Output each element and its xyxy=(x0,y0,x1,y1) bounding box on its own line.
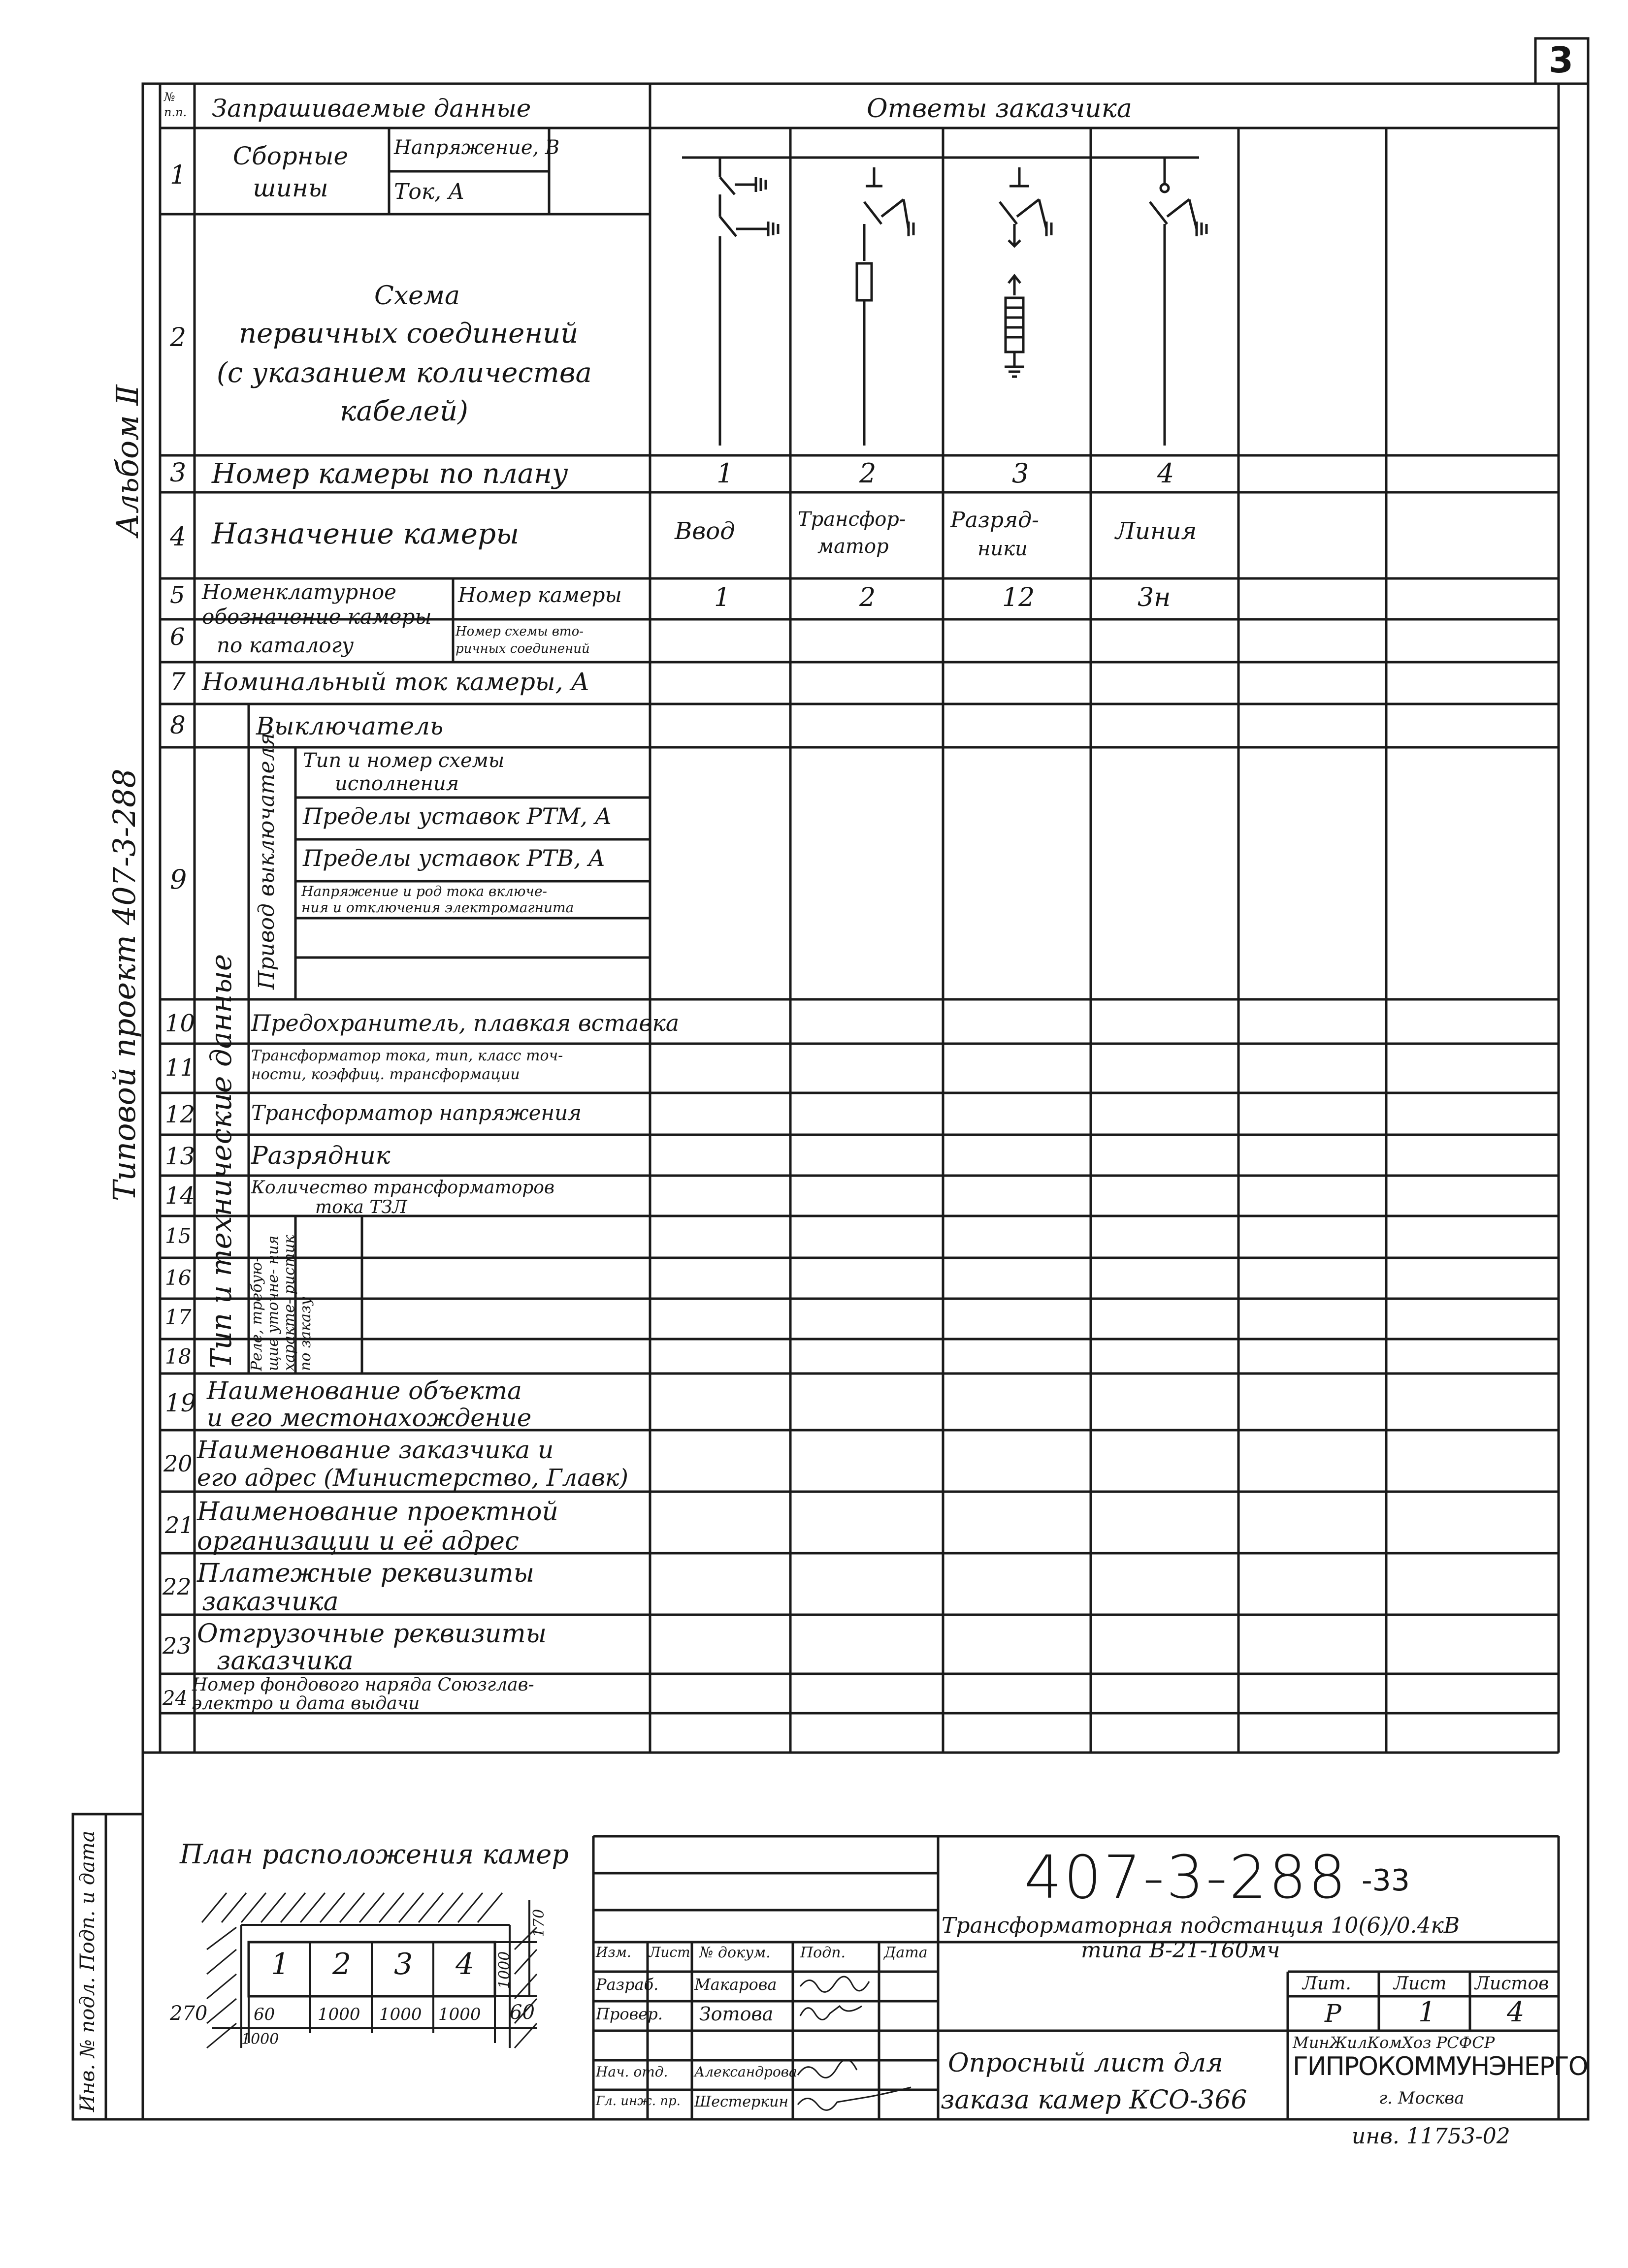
purpose-value: Линия xyxy=(1115,517,1197,545)
row-num: 21 xyxy=(165,1512,194,1538)
row-num: 4 xyxy=(170,522,187,552)
cell-number-label: Номер камеры по плану xyxy=(212,458,568,490)
cell-code-value: 1 xyxy=(714,583,731,612)
org-name: ГИПРОКОММУНЭНЕРГО xyxy=(1293,2052,1588,2081)
document-code: 407-3-288 xyxy=(1024,1844,1348,1912)
rtv-label: Пределы уставок РТВ, А xyxy=(303,845,606,871)
signature-shesterkin xyxy=(798,2087,911,2110)
purpose-value: Разряд- xyxy=(950,508,1039,533)
row-num: 3 xyxy=(170,458,187,488)
row-num: 15 xyxy=(165,1224,192,1248)
plan-cell: 1 xyxy=(271,1947,290,1981)
tb-name: Александрова xyxy=(694,2064,797,2080)
tb-col-header: Подп. xyxy=(800,1944,846,1961)
cell-code-label: Номер камеры xyxy=(458,583,622,607)
tb-col-header: Изм. xyxy=(596,1944,631,1960)
scheme-line1: Схема xyxy=(374,281,460,311)
cell-code-value: 12 xyxy=(1002,583,1035,612)
left-stamp-label: Инв. № подл. Подп. и дата xyxy=(76,1830,99,2112)
plan-cell: 3 xyxy=(394,1947,413,1981)
plan-dim: 60 xyxy=(510,2001,535,2024)
sheet-number: 3 xyxy=(1549,39,1574,81)
coil-voltage-label-1: Напряжение и род тока включе- xyxy=(301,883,547,899)
tb-role: Гл. инж. пр. xyxy=(596,2094,681,2108)
breaker-label: Выключатель xyxy=(256,712,444,740)
tb-col-header: Лист xyxy=(649,1944,690,1960)
nomenclature-label-2: обозначение камеры xyxy=(202,605,432,629)
payment-label-1: Платежные реквизиты xyxy=(197,1559,534,1588)
org-ministry: МинЖилКомХоз РСФСР xyxy=(1293,2033,1495,2052)
row-num: 20 xyxy=(163,1450,193,1477)
object-label-2: и его местонахождение xyxy=(207,1404,532,1432)
row-num: 19 xyxy=(165,1389,196,1417)
document-code-suffix: -33 xyxy=(1362,1863,1410,1898)
row-num: 23 xyxy=(163,1632,192,1659)
listov-value: 4 xyxy=(1507,1996,1525,2028)
tb-name: Шестеркин xyxy=(694,2093,789,2110)
row-num: 2 xyxy=(170,323,187,352)
plan-cell: 4 xyxy=(456,1947,475,1981)
project-label: Типовой проект 407-3-288 xyxy=(106,768,142,1201)
cell-number-value: 4 xyxy=(1157,458,1174,489)
tzl-label-2: тока ТЗЛ xyxy=(315,1197,407,1217)
row-num: 7 xyxy=(170,668,186,696)
cell-number-value: 1 xyxy=(716,458,734,489)
doc-name-1: Опросный лист для xyxy=(948,2048,1223,2078)
tb-col-header: Дата xyxy=(884,1944,928,1961)
row-num: 22 xyxy=(163,1573,192,1600)
org-city: г. Москва xyxy=(1379,2088,1465,2108)
plan-dim: 60 xyxy=(254,2005,275,2024)
row-num: 12 xyxy=(165,1101,195,1128)
tb-role: Нач. отд. xyxy=(596,2064,668,2080)
plan-dim: 1000 xyxy=(496,1951,513,1989)
plan-dim: 170 xyxy=(530,1909,548,1937)
requested-header: Запрашиваемые данные xyxy=(212,94,531,123)
payment-label-2: заказчика xyxy=(202,1587,339,1617)
customer-label-1: Наименование заказчика и xyxy=(197,1436,554,1464)
fund-order-label-1: Номер фондового наряда Союзглав- xyxy=(192,1675,534,1695)
row-num: 13 xyxy=(165,1143,195,1170)
row-num: 5 xyxy=(170,581,185,609)
drive-type-label-1: Тип и номер схемы xyxy=(303,749,505,772)
row-num: 17 xyxy=(165,1305,192,1329)
plan-dim: 1000 xyxy=(241,2031,279,2048)
design-org-label-2: организации и её адрес xyxy=(197,1527,520,1556)
coil-voltage-label-2: ния и отключения электромагнита xyxy=(301,899,574,916)
signature-zotova xyxy=(800,2006,862,2020)
purpose-value-2: ники xyxy=(977,538,1028,560)
row-num: 18 xyxy=(165,1344,192,1369)
scheme-line3: (с указанием количества xyxy=(217,357,592,389)
plan-dim: 1000 xyxy=(379,2005,422,2024)
fund-order-label-2: электро и дата выдачи xyxy=(192,1693,420,1714)
scheme-line4: кабелей) xyxy=(340,395,468,427)
tb-name: Зотова xyxy=(699,2003,774,2025)
ct-label-1: Трансформатор тока, тип, класс точ- xyxy=(251,1047,563,1064)
purpose-value-2: матор xyxy=(817,535,889,558)
project-title-2: типа В-21-160мч xyxy=(1081,1938,1280,1963)
vt-label: Трансформатор напряжения xyxy=(251,1101,582,1125)
cell-number-value: 3 xyxy=(1012,458,1029,489)
busbar-label: Сборные шины xyxy=(232,142,349,202)
project-title-1: Трансформаторная подстанция 10(6)/0.4кВ xyxy=(942,1913,1460,1938)
plan-cell: 2 xyxy=(332,1947,352,1981)
drive-group-label: Привод выключателя xyxy=(254,733,279,990)
purpose-value: Трансфор- xyxy=(798,508,906,531)
row-num: 9 xyxy=(170,864,187,895)
lit-header: Лит. xyxy=(1302,1974,1351,1994)
lit-value: Р xyxy=(1325,1999,1341,2028)
tb-role: Разраб. xyxy=(596,1975,659,1994)
row-num: 1 xyxy=(170,160,187,190)
row-num: 11 xyxy=(165,1054,195,1082)
listov-header: Листов xyxy=(1475,1974,1549,1994)
object-label-1: Наименование объекта xyxy=(207,1376,522,1405)
row-num: 6 xyxy=(170,623,185,651)
tzl-label-1: Количество трансформаторов xyxy=(251,1178,554,1198)
purpose-value: Ввод xyxy=(675,517,735,545)
secondary-scheme-label-2: ричных соединений xyxy=(456,641,590,656)
plan-dim: 1000 xyxy=(318,2005,360,2024)
relay-group-label: Реле, требую- щие уточне- ния характе- ристик по заказу xyxy=(248,1235,314,1371)
cell-number-value: 2 xyxy=(859,458,877,489)
voltage-label: Напряжение, В xyxy=(394,136,560,159)
doc-name-2: заказа камер КСО-366 xyxy=(941,2085,1247,2115)
list-value: 1 xyxy=(1418,1996,1436,2028)
signature-makarova xyxy=(800,1977,869,1992)
inventory-number: инв. 11753-02 xyxy=(1352,2124,1510,2149)
rtm-label: Пределы уставок РТМ, А xyxy=(303,803,612,830)
plan-dim: 1000 xyxy=(438,2005,481,2024)
scheme-line2: первичных соединений xyxy=(239,318,579,350)
row-num: 10 xyxy=(165,1010,195,1037)
plan-dim: 270 xyxy=(170,2002,208,2025)
row-num: 16 xyxy=(165,1266,192,1290)
plan-title: План расположения камер xyxy=(180,1839,569,1870)
tb-role: Провер. xyxy=(596,2005,663,2023)
rated-current-label: Номинальный ток камеры, А xyxy=(202,668,590,696)
secondary-scheme-label-1: Номер схемы вто- xyxy=(456,624,584,639)
customer-label-2: его адрес (Министерство, Главк) xyxy=(197,1464,629,1492)
design-org-label-1: Наименование проектной xyxy=(197,1497,558,1527)
nomenclature-label-3: по каталогу xyxy=(217,633,354,657)
row-num: 8 xyxy=(170,711,186,739)
type-tech-group-label: Тип и технические данные xyxy=(204,954,238,1369)
cell-purpose-label: Назначение камеры xyxy=(212,517,520,550)
current-label: Ток, А xyxy=(394,179,465,204)
tb-name: Макарова xyxy=(694,1975,777,1994)
row-num: 14 xyxy=(165,1182,195,1210)
album-label: Альбом Ⅱ xyxy=(109,384,145,537)
list-header: Лист xyxy=(1394,1974,1447,1994)
answers-header: Ответы заказчика xyxy=(867,94,1132,124)
tb-col-header: № докум. xyxy=(699,1944,771,1961)
ct-label-2: ности, коэффиц. трансформации xyxy=(251,1066,520,1083)
drive-type-label-2: исполнения xyxy=(335,772,459,795)
arrester-label: Разрядник xyxy=(251,1141,391,1170)
fuse-label: Предохранитель, плавкая вставка xyxy=(251,1010,680,1036)
shipping-label-2: заказчика xyxy=(217,1646,354,1676)
row-num: 24 xyxy=(163,1687,188,1710)
shipping-label-1: Отгрузочные реквизиты xyxy=(197,1619,547,1649)
signature-alexandrova xyxy=(798,2060,857,2078)
cell-code-value: 3н xyxy=(1138,583,1171,612)
nomenclature-label-1: Номенклатурное xyxy=(202,580,397,604)
cell-code-value: 2 xyxy=(859,583,876,612)
num-col-header: № п.п. xyxy=(164,90,187,120)
